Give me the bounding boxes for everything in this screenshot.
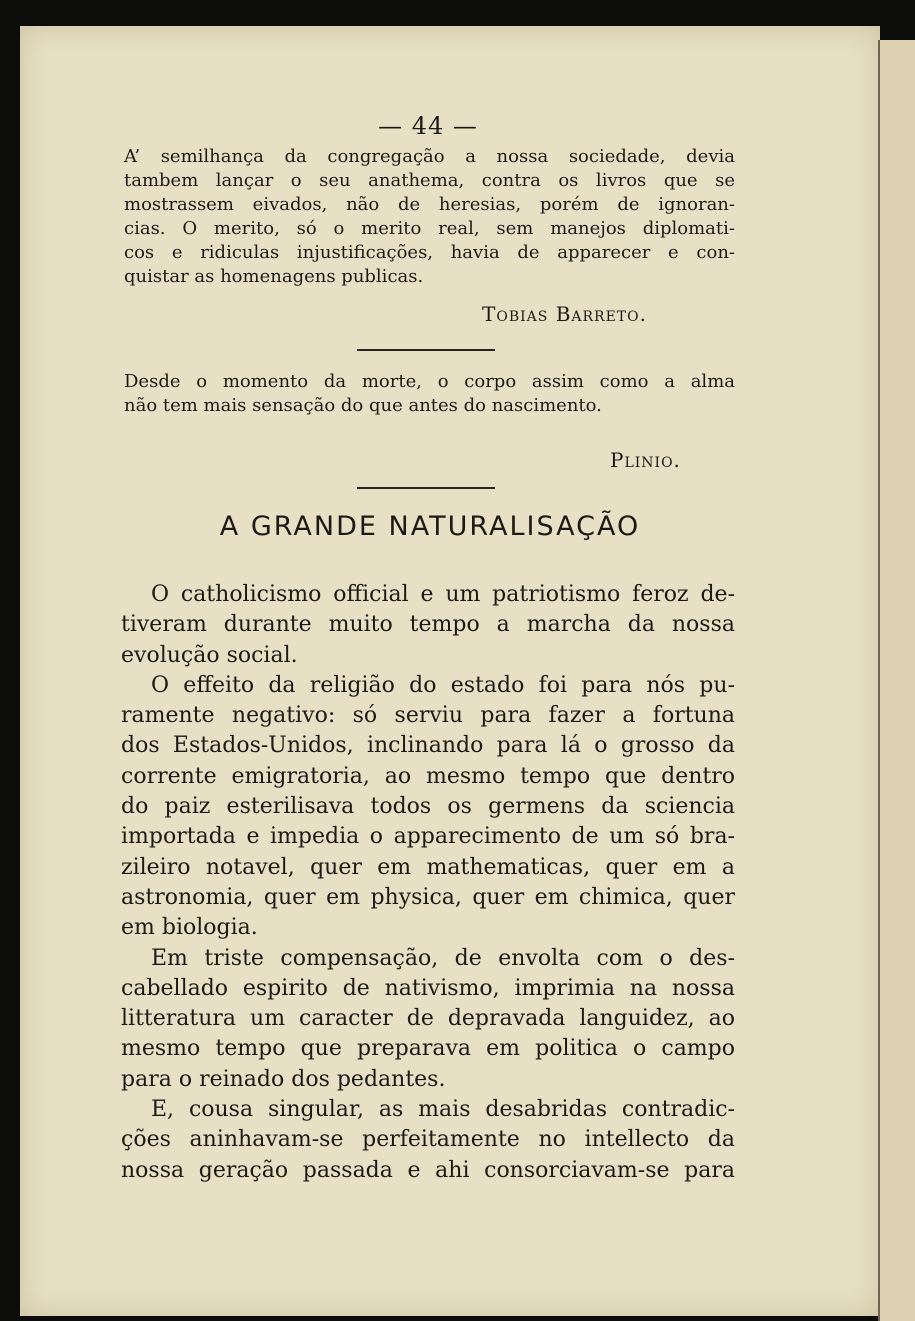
body-line: tiveram durante muito tempo a marcha da nossa bbox=[121, 612, 735, 638]
body-line: do paiz esterilisava todos os germens da sciencia bbox=[121, 794, 735, 820]
quote-tobias-barreto bbox=[124, 145, 735, 289]
article-body bbox=[121, 580, 735, 1186]
quote-line: A’ semilhança da congregação a nossa sociedade, devia bbox=[124, 146, 735, 167]
quote-signature-tobias-barreto: Tobias Barreto. bbox=[482, 302, 647, 326]
body-line: dos Estados-Unidos, inclinando para lá o grosso da bbox=[121, 733, 735, 759]
quote-line: mostrassem eivados, não de heresias, porém de ignoran- bbox=[124, 194, 735, 215]
body-line: litteratura um caracter de depravada languidez, ao bbox=[121, 1006, 735, 1032]
body-line: nossa geração passada e ahi consorciavam-se para bbox=[121, 1157, 735, 1183]
body-line: O effeito da religião do estado foi para nós pu- bbox=[151, 672, 735, 698]
body-line: evolução social. bbox=[121, 642, 298, 668]
page-number: — 44 — bbox=[378, 112, 478, 140]
body-line: Em triste compensação, de envolta com o des- bbox=[151, 945, 735, 971]
body-line: ções aninhavam-se perfeitamente no intellecto da bbox=[121, 1127, 735, 1153]
article-title: A GRANDE NATURALISAÇÃO bbox=[219, 511, 641, 542]
quote-line: quistar as homenagens publicas. bbox=[124, 266, 424, 287]
body-line: ramente negativo: só serviu para fazer a fortuna bbox=[121, 703, 735, 729]
body-line: O catholicismo official e um patriotismo feroz de- bbox=[151, 582, 735, 607]
section-divider bbox=[357, 487, 495, 489]
quote-line: tambem lançar o seu anathema, contra os livros que se bbox=[124, 170, 735, 191]
section-divider bbox=[357, 349, 495, 351]
body-line: importada e impedia o apparecimento de um só bra- bbox=[121, 824, 735, 850]
quote-plinio bbox=[124, 370, 735, 418]
body-line: zileiro notavel, quer em mathematicas, quer em a bbox=[121, 854, 735, 880]
body-line: astronomia, quer em physica, quer em chimica, quer bbox=[121, 884, 735, 910]
quote-line: não tem mais sensação do que antes do nascimento. bbox=[124, 395, 602, 416]
quote-line: Desde o momento da morte, o corpo assim como a alma bbox=[124, 371, 735, 392]
body-line: corrente emigratoria, ao mesmo tempo que dentro bbox=[121, 763, 735, 789]
body-line: mesmo tempo que preparava em politica o campo bbox=[121, 1036, 735, 1062]
quote-line: cos e ridiculas injustificações, havia de apparecer e con- bbox=[124, 242, 735, 263]
quote-line: cias. O merito, só o merito real, sem manejos diplomati- bbox=[124, 218, 735, 239]
adjacent-page-edge bbox=[878, 40, 915, 1321]
body-line: em biologia. bbox=[121, 915, 258, 941]
body-line: cabellado espirito de nativismo, imprimia na nossa bbox=[121, 975, 735, 1001]
body-line: para o reinado dos pedantes. bbox=[121, 1066, 446, 1092]
body-line: E, cousa singular, as mais desabridas contradic- bbox=[151, 1097, 735, 1123]
quote-signature-plinio: Plinio. bbox=[610, 448, 681, 472]
